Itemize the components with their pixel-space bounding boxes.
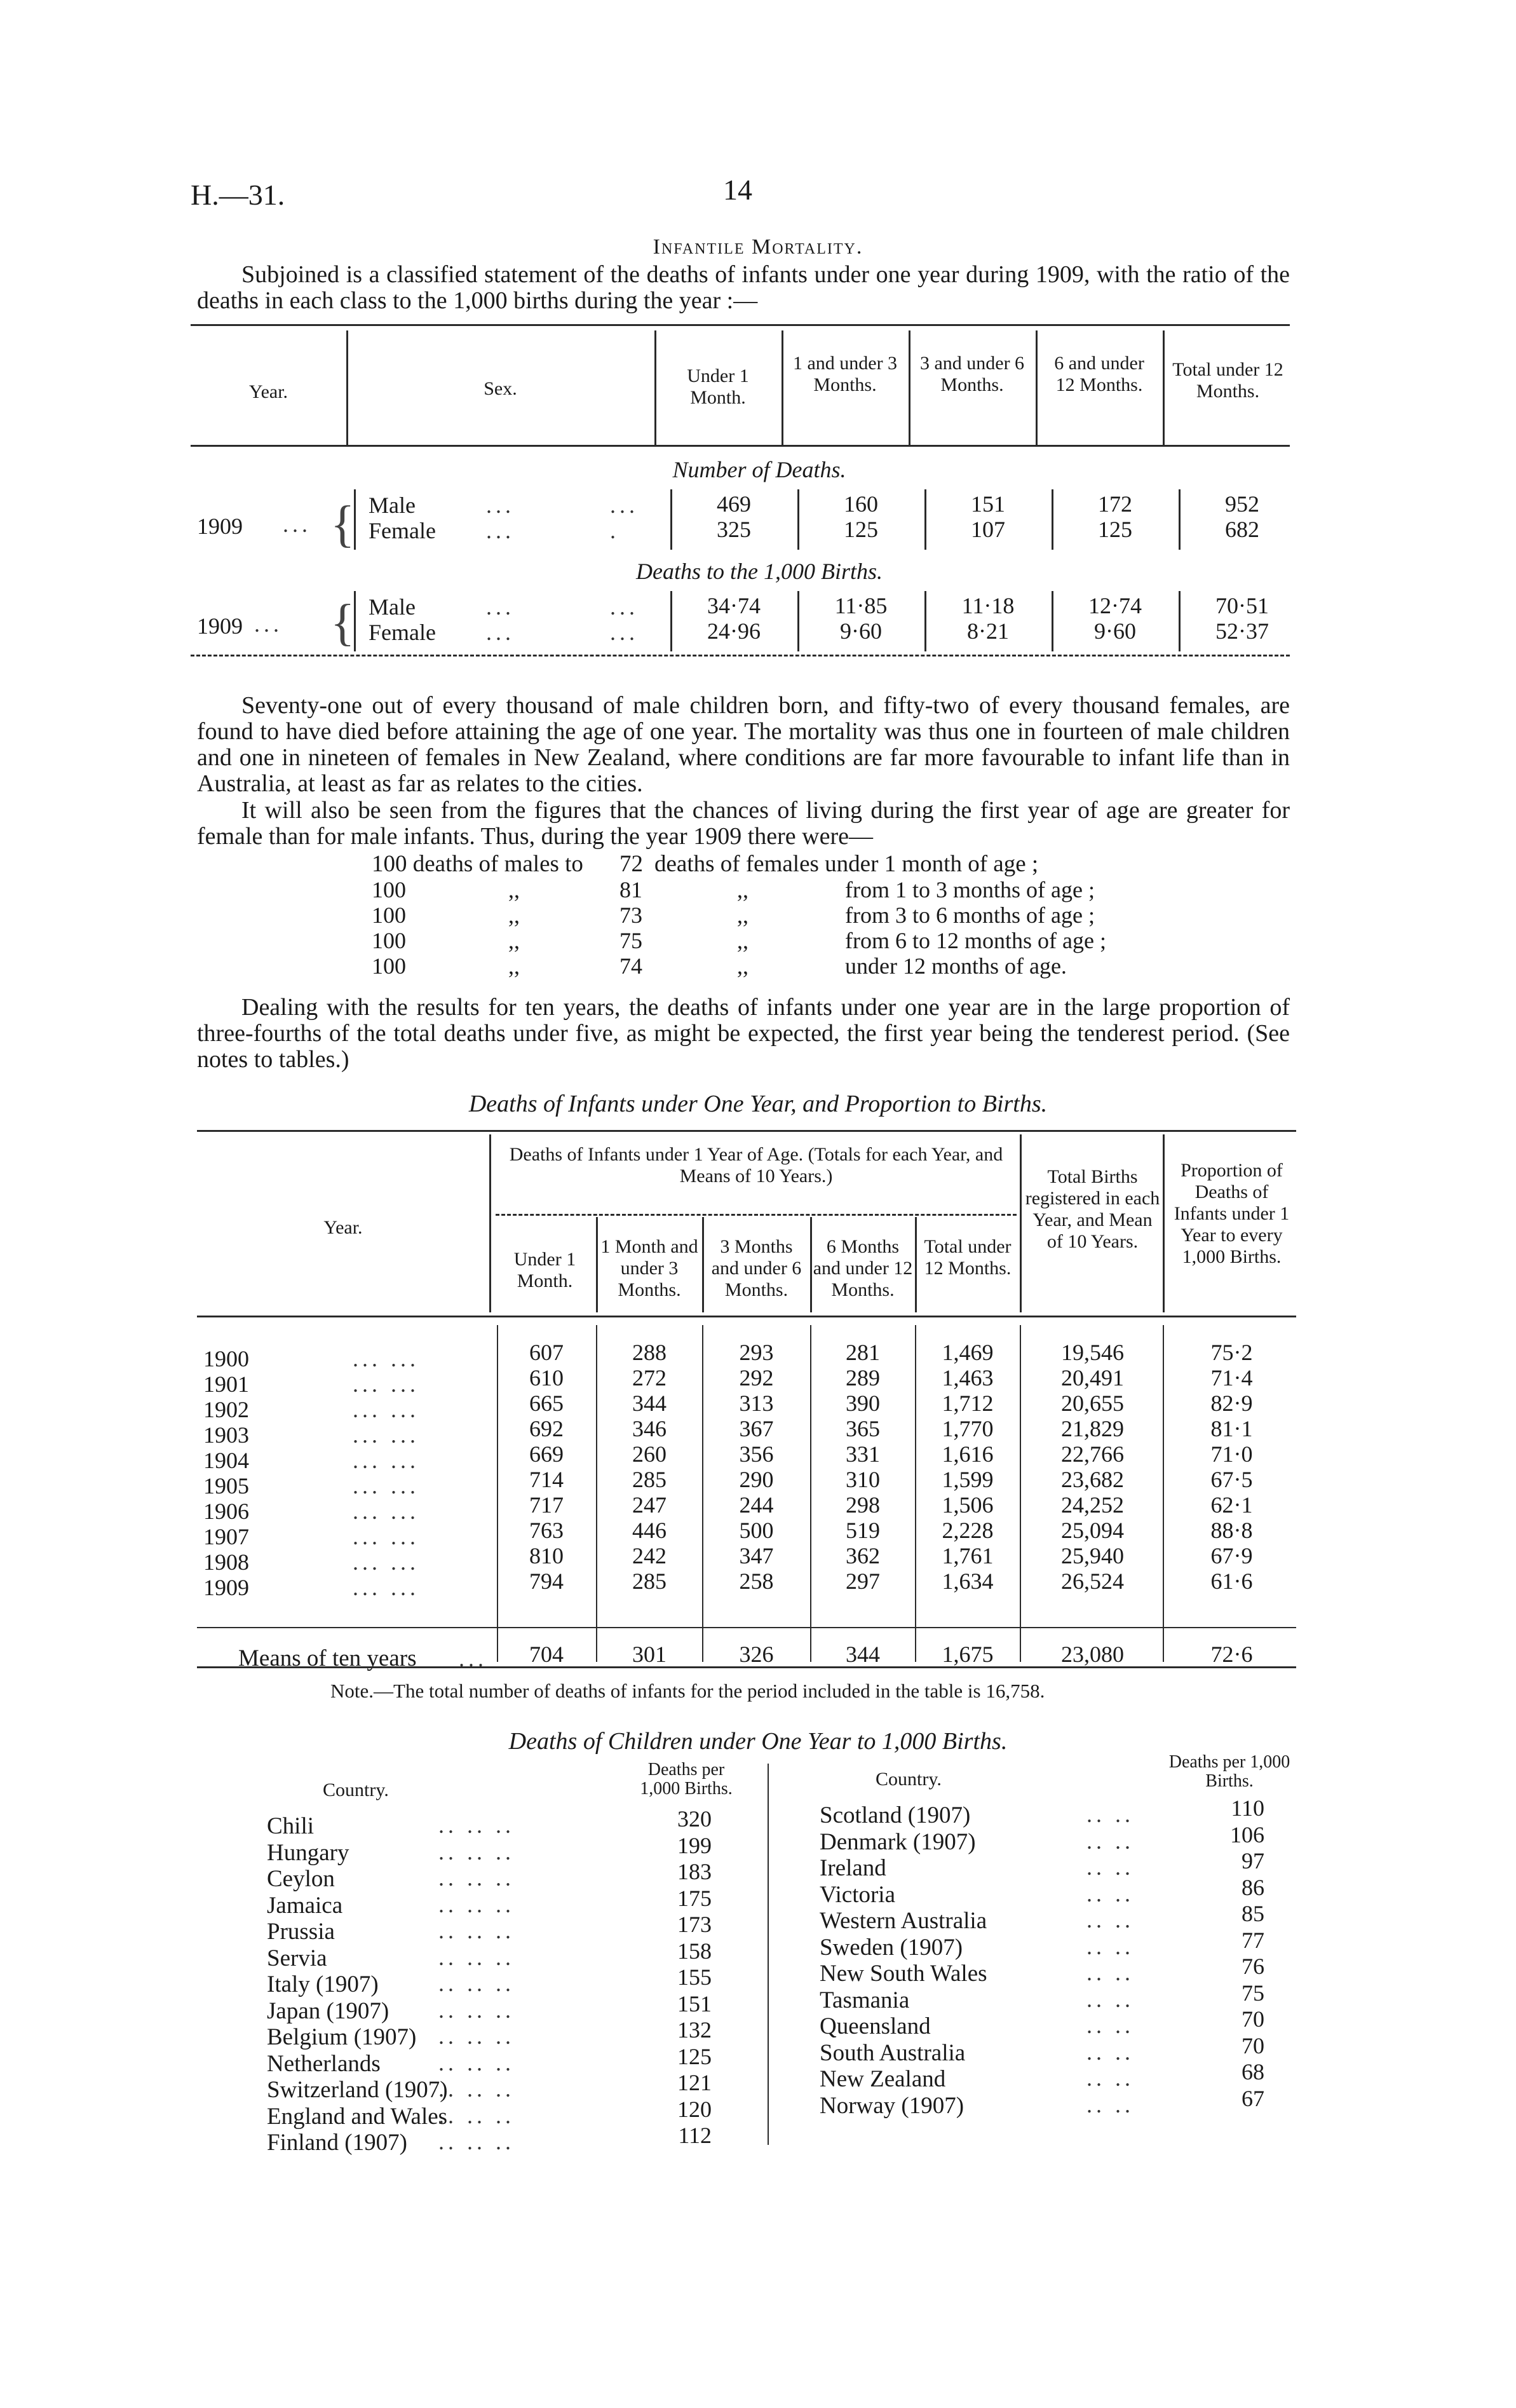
t3-country: Victoria: [820, 1881, 896, 1908]
ratio-c: under 12 months of age.: [845, 953, 1067, 979]
t2-cell: 1,770: [942, 1416, 994, 1441]
t1-cell: 12·74: [1088, 593, 1142, 618]
t3-country: Finland (1907): [267, 2130, 407, 2156]
t3-header-country-right: Country.: [876, 1769, 942, 1790]
t3-value: 86: [1242, 1874, 1264, 1900]
t2-cell: 260: [632, 1441, 667, 1467]
t1-sex-male: Male: [369, 594, 416, 620]
t1-cell: 469: [717, 491, 751, 517]
t3-value: 85: [1242, 1901, 1264, 1926]
t2-cell: 22,766: [1061, 1441, 1124, 1467]
t3-value: 183: [677, 1859, 712, 1884]
t2-cell: 71·4: [1210, 1365, 1253, 1391]
ratio-b: 72: [619, 851, 643, 877]
t2-cell: 2,228: [942, 1518, 994, 1543]
t2-cell: 1,712: [942, 1391, 994, 1416]
t2-cell: 810: [529, 1543, 564, 1568]
t2-cell: 75·2: [1210, 1340, 1253, 1365]
t2-mean-cell: 23,080: [1061, 1642, 1124, 1667]
paragraph-2: It will also be seen from the figures that the chances of living during the first year of age are greater for female than for male infants. Thus, during the year 1909 there were—: [197, 797, 1290, 850]
t1-header-1to3: 1 and under 3 Months.: [792, 353, 898, 395]
ratio-a: 100 deaths of males to: [372, 851, 583, 877]
t3-country: Japan (1907): [267, 1997, 389, 2024]
t2-cell: 281: [846, 1340, 880, 1365]
t3-country: South Australia: [820, 2039, 966, 2066]
t2-cell: 365: [846, 1416, 880, 1441]
t3-value: 67: [1242, 2085, 1264, 2111]
ditto-mark: ,,: [737, 902, 748, 928]
t2-cell: 607: [529, 1340, 564, 1365]
t1-sex-female: Female: [369, 518, 436, 543]
t3-value: 112: [678, 2123, 712, 2148]
t1-section-title: Deaths to the 1,000 Births.: [636, 559, 883, 584]
t2-cell: 288: [632, 1340, 667, 1365]
t2-header-births: Total Births registered in each Year, and Mean of 10 Years.: [1025, 1166, 1160, 1252]
t2-cell: 665: [529, 1391, 564, 1416]
t2-cell: 313: [739, 1391, 774, 1416]
ratio-c: deaths of females under 1 month of age ;: [654, 851, 1039, 877]
t1-cell: 125: [844, 517, 878, 542]
t1-cell: 682: [1225, 517, 1259, 542]
t2-cell: 1,634: [942, 1568, 994, 1594]
t2-cell: 298: [846, 1492, 880, 1518]
t2-header-under1: Under 1 Month.: [513, 1249, 576, 1291]
ditto-mark: ,,: [737, 877, 748, 902]
t3-value: 175: [677, 1885, 712, 1911]
t3-country: Switzerland (1907): [267, 2077, 448, 2103]
t2-cell: 692: [529, 1416, 564, 1441]
t3-value: 97: [1242, 1848, 1264, 1874]
t3-country: Hungary: [267, 1839, 349, 1866]
ratio-c: from 1 to 3 months of age ;: [845, 877, 1095, 902]
t1-sex-male: Male: [369, 493, 416, 518]
ditto-mark: ,,: [737, 953, 748, 979]
ratio-a: 100: [372, 877, 406, 902]
t2-cell: 88·8: [1210, 1518, 1253, 1543]
t1-cell: 9·60: [1094, 618, 1136, 644]
t3-header-deaths-left: Deaths per 1,000 Births.: [640, 1760, 733, 1799]
t1-header-year: Year.: [248, 381, 288, 402]
t3-country: New South Wales: [820, 1961, 987, 1987]
t3-value: 76: [1242, 1954, 1264, 1979]
t3-country: Tasmania: [820, 1987, 910, 2013]
t1-cell: 8·21: [967, 618, 1009, 644]
t2-header-1to3: 1 Month and under 3 Months.: [600, 1236, 698, 1300]
t2-year: 1901: [203, 1371, 249, 1397]
t2-cell: 247: [632, 1492, 667, 1518]
t2-cell: 347: [739, 1543, 774, 1568]
t3-value: 158: [677, 1938, 712, 1964]
t2-cell: 346: [632, 1416, 667, 1441]
t1-cell: 107: [971, 517, 1005, 542]
t2-cell: 717: [529, 1492, 564, 1518]
t2-cell: 24,252: [1061, 1492, 1124, 1518]
t1-cell: 172: [1098, 491, 1132, 517]
t1-cell: 70·51: [1215, 593, 1269, 618]
paragraph-3: Dealing with the results for ten years, the deaths of infants under one year are in the large proportion of three-fourths of the total deaths under five, as might be expected, the first year being the tenderest period. (See notes to tables.): [197, 994, 1290, 1073]
table3-title: Deaths of Children under One Year to 1,000 Births.: [508, 1728, 1008, 1755]
ratio-b: 74: [619, 953, 642, 979]
t2-year: 1902: [203, 1397, 249, 1422]
t2-cell: 25,940: [1061, 1543, 1124, 1568]
t2-cell: 285: [632, 1568, 667, 1594]
t2-cell: 292: [739, 1365, 774, 1391]
t2-cell: 500: [739, 1518, 774, 1543]
t3-country: Queensland: [820, 2013, 931, 2039]
ratio-a: 100: [372, 928, 406, 953]
t2-cell: 71·0: [1210, 1441, 1253, 1467]
t3-country: England and Wales: [267, 2103, 448, 2130]
t1-cell: 11·18: [961, 593, 1015, 618]
t3-country: Norway (1907): [820, 2092, 964, 2119]
t3-value: 125: [677, 2043, 712, 2069]
t3-country: Western Australia: [820, 1908, 987, 1934]
t2-header-total: Total under 12 Months.: [924, 1236, 1012, 1279]
t2-means-label: Means of ten years: [238, 1645, 417, 1671]
t1-cell: 325: [717, 517, 751, 542]
t2-cell: 290: [739, 1467, 774, 1492]
t2-header-proportion: Proportion of Deaths of Infants under 1 Year to every 1,000 Births.: [1174, 1160, 1290, 1267]
t3-country: Prussia: [267, 1919, 335, 1945]
t3-country: Ireland: [820, 1855, 886, 1881]
t2-cell: 1,506: [942, 1492, 994, 1518]
t3-value: 75: [1242, 1980, 1264, 2006]
t2-cell: 1,463: [942, 1365, 994, 1391]
t2-mean-cell: 344: [846, 1642, 880, 1667]
t2-cell: 20,655: [1061, 1391, 1124, 1416]
t2-cell: 82·9: [1210, 1391, 1253, 1416]
t3-country: Chili: [267, 1813, 315, 1839]
t1-header-sex: Sex.: [484, 378, 517, 399]
t1-header-6to12: 6 and under 12 Months.: [1054, 353, 1144, 395]
ratio-b: 73: [619, 902, 642, 928]
intro-paragraph: Subjoined is a classified statement of the deaths of infants under one year during 1909, with the ratio of the deaths in each class to the 1,000 births during the year :—: [197, 261, 1290, 314]
t3-value: 132: [677, 2017, 712, 2043]
t2-year: 1905: [203, 1473, 249, 1499]
t2-cell: 19,546: [1061, 1340, 1124, 1365]
t3-country: Belgium (1907): [267, 2024, 417, 2050]
t1-section-title: Number of Deaths.: [672, 457, 846, 482]
t2-year: 1907: [203, 1524, 249, 1549]
ditto-mark: ,,: [508, 928, 520, 953]
t2-cell: 669: [529, 1441, 564, 1467]
t1-header-3to6: 3 and under 6 Months.: [919, 353, 1025, 395]
t3-value: 173: [677, 1912, 712, 1937]
t2-year: 1909: [203, 1575, 249, 1600]
t2-cell: 610: [529, 1365, 564, 1391]
t1-header-under1: Under 1 Month.: [687, 365, 749, 408]
t2-cell: 310: [846, 1467, 880, 1492]
t2-cell: 26,524: [1061, 1568, 1124, 1594]
t3-country: Jamaica: [267, 1892, 343, 1919]
ratio-a: 100: [372, 902, 406, 928]
t2-header-group: Deaths of Infants under 1 Year of Age. (Totals for each Year, and Means of 10 Years.): [509, 1144, 1003, 1187]
t2-cell: 794: [529, 1568, 564, 1594]
t2-cell: 244: [739, 1492, 774, 1518]
table2-title: Deaths of Infants under One Year, and Proportion to Births.: [468, 1091, 1048, 1117]
t3-value: 70: [1242, 2006, 1264, 2032]
t2-cell: 81·1: [1210, 1416, 1253, 1441]
t2-cell: 362: [846, 1543, 880, 1568]
t2-mean-cell: 72·6: [1210, 1642, 1253, 1667]
t1-cell: 9·60: [840, 618, 882, 644]
t1-cell: 34·74: [707, 593, 761, 618]
t2-mean-cell: 1,675: [942, 1642, 994, 1667]
t3-country: Ceylon: [267, 1866, 335, 1892]
t2-cell: 331: [846, 1441, 880, 1467]
t1-sex-female: Female: [369, 620, 436, 645]
t2-cell: 714: [529, 1467, 564, 1492]
paragraph-1: Seventy-one out of every thousand of male children born, and fifty-two of every thousand females, are found to have died before attaining the age of one year. The mortality was thus one in fourteen of male children and one in nineteen of females in New Zealand, where conditions are far more favourable to infant life than in Australia, at least as far as relates to the cities.: [197, 692, 1290, 797]
t1-cell: 151: [971, 491, 1005, 517]
t1-year: 1909: [197, 514, 243, 539]
t3-country: New Zealand: [820, 2066, 946, 2092]
t3-value: 151: [677, 1990, 712, 2017]
t3-value: 70: [1242, 2032, 1264, 2058]
table2-note: Note.—The total number of deaths of infants for the period included in the table is 16,758.: [330, 1680, 1045, 1702]
t2-cell: 293: [739, 1340, 774, 1365]
t2-cell: 67·5: [1210, 1467, 1253, 1492]
t2-header-year: Year.: [323, 1217, 363, 1238]
t1-cell: 24·96: [707, 618, 761, 644]
t2-mean-cell: 301: [632, 1642, 667, 1667]
t3-country: Servia: [267, 1945, 327, 1971]
t2-cell: 289: [846, 1365, 880, 1391]
t2-year: 1900: [203, 1346, 249, 1371]
t3-country: Scotland (1907): [820, 1802, 971, 1828]
t3-value: 199: [677, 1832, 712, 1858]
ratio-c: from 6 to 12 months of age ;: [845, 928, 1106, 953]
ratio-c: from 3 to 6 months of age ;: [845, 902, 1095, 928]
ratio-b: 81: [619, 877, 642, 902]
t3-country: Sweden (1907): [820, 1934, 963, 1961]
t3-country: Italy (1907): [267, 1971, 379, 1997]
t2-cell: 390: [846, 1391, 880, 1416]
t2-mean-cell: 704: [529, 1642, 564, 1667]
t2-cell: 285: [632, 1467, 667, 1492]
t2-cell: 20,491: [1061, 1365, 1124, 1391]
t3-value: 68: [1242, 2059, 1264, 2085]
t2-cell: 519: [846, 1518, 880, 1543]
t1-cell: 52·37: [1215, 618, 1269, 644]
t2-cell: 446: [632, 1518, 667, 1543]
t2-year: 1904: [203, 1448, 249, 1473]
t2-cell: 763: [529, 1518, 564, 1543]
ditto-mark: ,,: [508, 902, 520, 928]
t2-cell: 258: [739, 1568, 774, 1594]
t2-year: 1903: [203, 1422, 249, 1448]
t2-cell: 1,599: [942, 1467, 994, 1492]
page-ref: H.—31.: [191, 179, 285, 211]
t2-cell: 1,761: [942, 1543, 994, 1568]
section-title: Infantile Mortality.: [653, 235, 863, 259]
t2-year: 1906: [203, 1499, 249, 1524]
t2-cell: 67·9: [1210, 1543, 1253, 1568]
t2-cell: 61·6: [1210, 1568, 1253, 1594]
ditto-mark: ,,: [737, 928, 748, 953]
t2-cell: 62·1: [1210, 1492, 1253, 1518]
t2-cell: 344: [632, 1391, 667, 1416]
t3-value: 120: [677, 2096, 712, 2122]
t2-header-6to12: 6 Months and under 12 Months.: [813, 1236, 913, 1300]
t1-cell: 11·85: [834, 593, 888, 618]
t1-header-total: Total under 12 Months.: [1172, 359, 1283, 402]
t2-cell: 242: [632, 1543, 667, 1568]
t3-value: 155: [677, 1964, 712, 1990]
t3-header-deaths-right: Deaths per 1,000 Births.: [1168, 1752, 1290, 1791]
ratio-a: 100: [372, 953, 406, 979]
t2-cell: 1,469: [942, 1340, 994, 1365]
t2-cell: 21,829: [1061, 1416, 1124, 1441]
t2-year: 1908: [203, 1549, 249, 1575]
t3-value: 320: [677, 1806, 712, 1832]
ditto-mark: ,,: [508, 877, 520, 902]
t1-year: 1909: [197, 613, 243, 639]
t3-country: Denmark (1907): [820, 1828, 976, 1855]
t1-cell: 160: [844, 491, 878, 517]
t2-cell: 25,094: [1061, 1518, 1124, 1543]
t3-value: 106: [1230, 1821, 1264, 1847]
t3-value: 121: [677, 2070, 712, 2095]
t2-cell: 272: [632, 1365, 667, 1391]
t1-cell: 952: [1225, 491, 1259, 517]
t2-cell: 1,616: [942, 1441, 994, 1467]
ratio-b: 75: [619, 928, 642, 953]
t3-country: Netherlands: [267, 2050, 381, 2077]
t1-cell: 125: [1098, 517, 1132, 542]
t3-value: 110: [1231, 1795, 1264, 1821]
t2-header-3to6: 3 Months and under 6 Months.: [711, 1236, 802, 1300]
t2-cell: 367: [739, 1416, 774, 1441]
t2-cell: 297: [846, 1568, 880, 1594]
t3-value: 77: [1242, 1927, 1264, 1953]
t2-cell: 356: [739, 1441, 774, 1467]
ditto-mark: ,,: [508, 953, 520, 979]
t2-cell: 23,682: [1061, 1467, 1124, 1492]
t3-header-country-left: Country.: [323, 1779, 389, 1800]
t2-mean-cell: 326: [739, 1642, 774, 1667]
page-number: 14: [723, 173, 752, 206]
